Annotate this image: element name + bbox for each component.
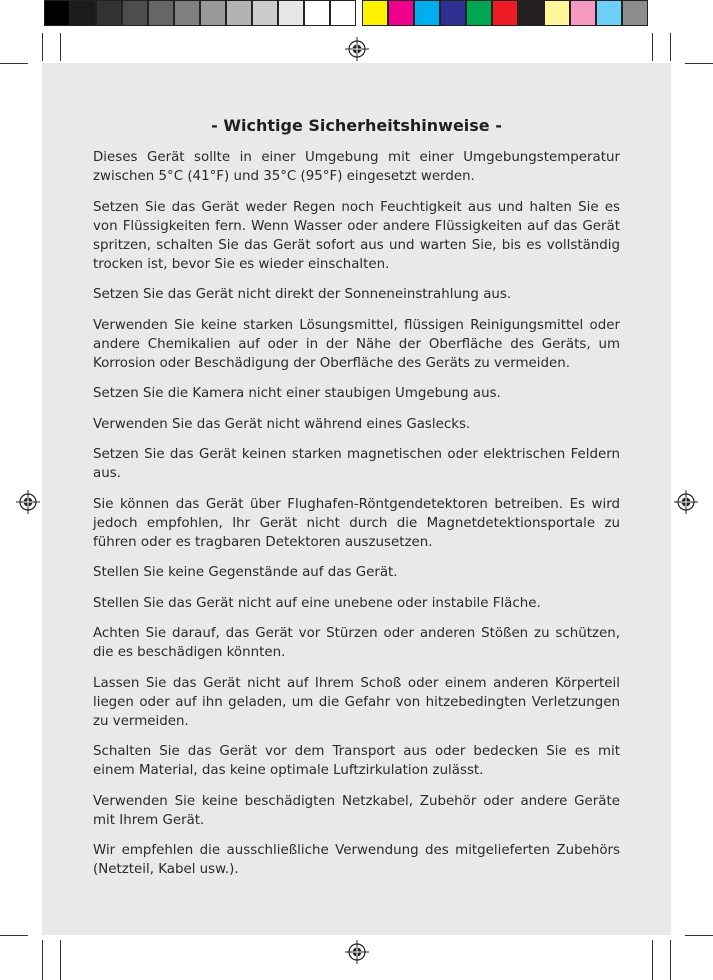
color-swatch (200, 0, 226, 26)
crop-mark (652, 33, 653, 61)
color-swatch (304, 0, 330, 26)
crop-mark (0, 63, 28, 64)
color-swatch (518, 0, 544, 26)
paragraph: Wir empfehlen die ausschließliche Verwendung des mitgelieferten Zubehörs (Netzteil, Kabel usw.). (93, 843, 620, 877)
color-swatch (492, 0, 518, 26)
color-swatch (44, 0, 70, 26)
color-swatch (278, 0, 304, 26)
color-swatch (122, 0, 148, 26)
registration-mark-icon (345, 37, 369, 61)
crop-mark (42, 940, 43, 980)
page-title: - Wichtige Sicherheitshinweise - (211, 116, 502, 135)
crop-mark (60, 33, 61, 61)
crop-mark (670, 940, 671, 980)
paragraph: Stellen Sie das Gerät nicht auf eine unebene oder instabile Fläche. (93, 595, 541, 611)
crop-mark (0, 935, 28, 936)
color-swatch (388, 0, 414, 26)
color-swatch (596, 0, 622, 26)
paragraph: Sie können das Gerät über Flughafen-Röntgendetektoren betreiben. Es wird jedoch empfohlen, Ihr Gerät nicht durch die Magnetdetektionsportale zu führen oder es tragbaren Detektoren auszusetzen. (93, 496, 620, 550)
color-swatch (70, 0, 96, 26)
paragraph: Dieses Gerät sollte in einer Umgebung mit einer Umgebungstemperatur zwischen 5°C (41°F) und 35°C (95°F) eingesetzt werden. (93, 150, 620, 184)
color-swatch (174, 0, 200, 26)
paragraph: Verwenden Sie das Gerät nicht während eines Gaslecks. (93, 416, 471, 432)
crop-mark (60, 940, 61, 980)
color-swatch (362, 0, 388, 26)
paragraph: Setzen Sie das Gerät keinen starken magnetischen oder elektrischen Feldern aus. (93, 447, 620, 481)
color-swatch (440, 0, 466, 26)
color-swatch (226, 0, 252, 26)
paragraph: Achten Sie darauf, das Gerät vor Stürzen oder anderen Stößen zu schützen, die es beschädigen könnten. (93, 626, 620, 660)
color-swatch (252, 0, 278, 26)
paragraph: Schalten Sie das Gerät vor dem Transport aus oder bedecken Sie es mit einem Material, das keine optimale Luftzirkulation zulässt. (93, 744, 620, 778)
safety-instructions (93, 148, 620, 891)
registration-mark-icon (16, 490, 40, 514)
paragraph: Verwenden Sie keine starken Lösungsmittel, flüssigen Reinigungsmittel oder andere Chemikalien auf oder in der Nähe der Oberfläche des Geräts, um Korrosion oder Beschädigung der Oberfläche des Geräts zu vermeiden. (93, 317, 620, 371)
paragraph: Setzen Sie das Gerät weder Regen noch Feuchtigkeit aus und halten Sie es von Flüssigkeiten fern. Wenn Wasser oder andere Flüssigkeiten auf das Gerät spritzen, schalten Sie das Gerät sofort aus und warten Sie, bis es vollständig trocken ist, bevor Sie es wieder einschalten. (93, 199, 620, 272)
color-swatch (544, 0, 570, 26)
paragraph: Setzen Sie das Gerät nicht direkt der Sonneneinstrahlung aus. (93, 287, 512, 302)
paragraph: Setzen Sie die Kamera nicht einer staubigen Umgebung aus. (93, 386, 501, 401)
registration-mark-icon (345, 940, 369, 964)
color-swatch (570, 0, 596, 26)
crop-mark (652, 940, 653, 980)
color-swatch (148, 0, 174, 26)
registration-mark-icon (674, 490, 698, 514)
color-swatch (414, 0, 440, 26)
crop-mark (670, 33, 671, 61)
color-swatch (330, 0, 356, 26)
color-swatch (466, 0, 492, 26)
color-swatch (622, 0, 648, 26)
document-page (42, 63, 671, 935)
crop-mark (42, 33, 43, 61)
color-calibration-bar (44, 0, 648, 28)
crop-mark (685, 63, 713, 64)
crop-mark (685, 935, 713, 936)
paragraph: Lassen Sie das Gerät nicht auf Ihrem Schoß oder einem anderen Körperteil liegen oder auf ihn geladen, um die Gefahr von hitzebedingten Verletzungen zu vermeiden. (93, 675, 620, 729)
color-swatch (96, 0, 122, 26)
paragraph: Stellen Sie keine Gegenstände auf das Gerät. (93, 565, 398, 580)
paragraph: Verwenden Sie keine beschädigten Netzkabel, Zubehör oder andere Geräte mit Ihrem Gerät. (93, 793, 620, 828)
